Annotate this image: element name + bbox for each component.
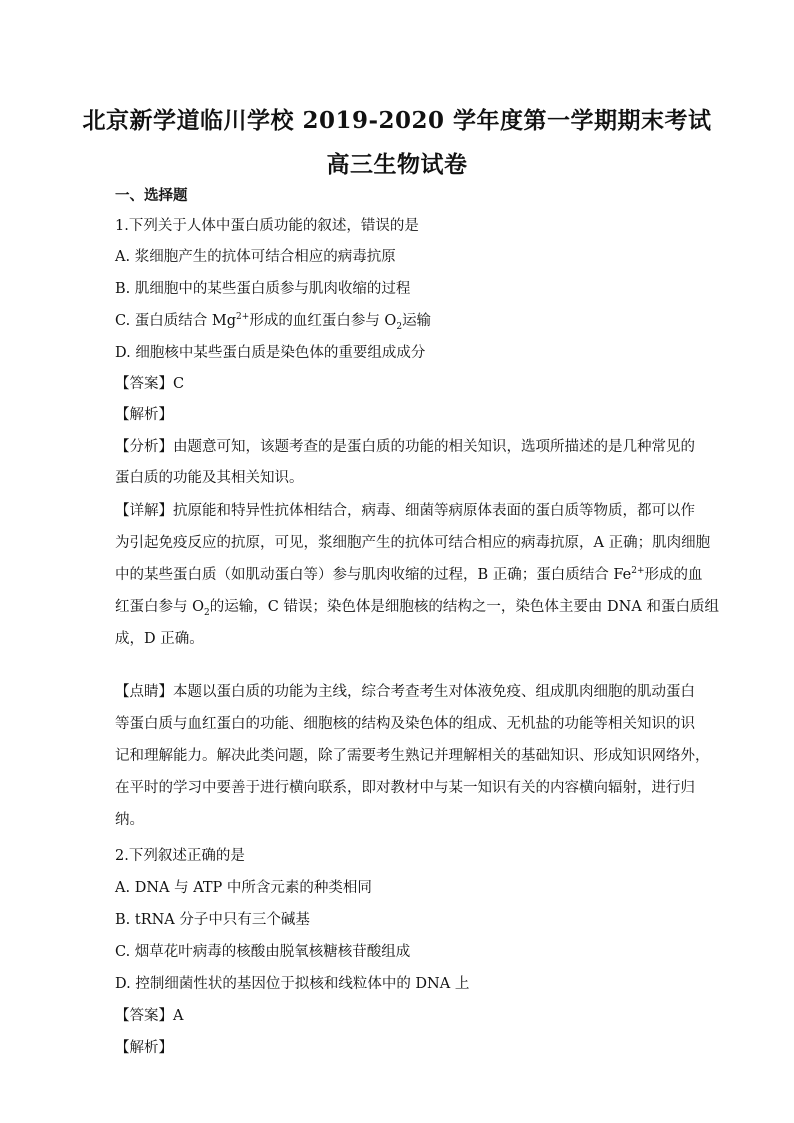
xiangjie-4-subscript: 2 — [204, 607, 210, 618]
xiangjie-4-text: 红蛋白参与 O — [115, 599, 204, 615]
q1-xiangjie-line-2: 为引起免疫反应的抗原，可见，浆细胞产生的抗体可结合相应的病毒抗原，A 正确；肌肉细胞 — [115, 535, 711, 551]
exam-title: 北京新学道临川学校 2019-2020 学年度第一学期期末考试 — [82, 107, 712, 134]
q2-analysis-tag: 【解析】 — [115, 1040, 173, 1056]
answer-tag: 【答案】 — [115, 1008, 173, 1024]
answer-value: C — [173, 376, 185, 392]
q1-option-c-subscript: 2 — [396, 321, 403, 332]
q1-option-b: B. 肌细胞中的某些蛋白质参与肌肉收缩的过程 — [115, 281, 411, 297]
q1-fenxi-line-2: 蛋白质的功能及其相关知识。 — [115, 470, 304, 486]
q1-option-c-text: C. 蛋白质结合 Mg — [115, 313, 237, 329]
q1-option-c — [115, 311, 685, 331]
fenxi-text: 由题意可知，该题考查的是蛋白质的功能的相关知识，选项所描述的是几种常见的 — [173, 439, 695, 455]
dianjing-tag: 【点睛】 — [115, 684, 173, 700]
xiangjie-4-text-end: 的运输，C 错误；染色体是细胞核的结构之一，染色体主要由 DNA 和蛋白质组 — [209, 599, 719, 615]
q1-dianjing-line-4: 在平时的学习中要善于进行横向联系，即对教材中与某一知识有关的内容横向辐射，进行归 — [115, 780, 695, 796]
q1-option-c-text-end: 运输 — [402, 313, 432, 329]
q1-stem: 1.下列关于人体中蛋白质功能的叙述，错误的是 — [115, 218, 419, 234]
q1-option-d: D. 细胞核中某些蛋白质是染色体的重要组成成分 — [115, 345, 426, 361]
q2-option-d: D. 控制细菌性状的基因位于拟核和线粒体中的 DNA 上 — [115, 976, 470, 992]
q2-answer — [115, 1006, 685, 1026]
answer-tag: 【答案】 — [115, 376, 173, 392]
q2-option-c: C. 烟草花叶病毒的核酸由脱氧核糖核苷酸组成 — [115, 944, 411, 960]
xiangjie-3-superscript: 2+ — [631, 566, 645, 577]
q1-xiangjie-line-1 — [115, 501, 695, 521]
xiangjie-tag: 【详解】 — [115, 503, 173, 519]
q1-dianjing-line-2: 等蛋白质与血红蛋白的功能、细胞核的结构及染色体的组成、无机盐的功能等相关知识的识 — [115, 716, 695, 732]
q2-stem: 2.下列叙述正确的是 — [115, 848, 245, 864]
xiangjie-text: 抗原能和特异性抗体相结合，病毒、细菌等病原体表面的蛋白质等物质，都可以作 — [173, 503, 695, 519]
q1-dianjing-line-5: 纳。 — [115, 812, 144, 828]
q1-xiangjie-line-4 — [115, 597, 719, 618]
q1-answer — [115, 374, 685, 394]
fenxi-tag: 【分析】 — [115, 439, 173, 455]
xiangjie-3-text: 中的某些蛋白质（如肌动蛋白等）参与肌肉收缩的过程，B 正确；蛋白质结合 Fe — [115, 567, 632, 583]
exam-subtitle: 高三生物试卷 — [326, 151, 468, 178]
q1-option-c-superscript: 2+ — [236, 312, 250, 323]
answer-value: A — [173, 1008, 184, 1024]
q2-option-b: B. tRNA 分子中只有三个碱基 — [115, 912, 310, 928]
q1-xiangjie-line-5: 成，D 正确。 — [115, 631, 204, 647]
q1-dianjing-line-3: 记和理解能力。解决此类问题，除了需要考生熟记并理解相关的基础知识、形成知识网络外， — [115, 748, 710, 764]
q1-dianjing-line-1 — [115, 682, 695, 702]
q1-fenxi-line-1 — [115, 437, 695, 457]
q1-xiangjie-line-3 — [115, 565, 703, 585]
dianjing-text: 本题以蛋白质的功能为主线，综合考查考生对体液免疫、组成肌肉细胞的肌动蛋白 — [173, 684, 695, 700]
q1-analysis-tag: 【解析】 — [115, 407, 173, 423]
q1-option-c-text-mid: 形成的血红蛋白参与 O — [249, 313, 397, 329]
q1-option-a: A. 浆细胞产生的抗体可结合相应的病毒抗原 — [115, 249, 396, 265]
section-heading: 一、选择题 — [115, 187, 188, 204]
xiangjie-3-text-end: 形成的血 — [644, 567, 703, 583]
q2-option-a: A. DNA 与 ATP 中所含元素的种类相同 — [115, 880, 372, 896]
